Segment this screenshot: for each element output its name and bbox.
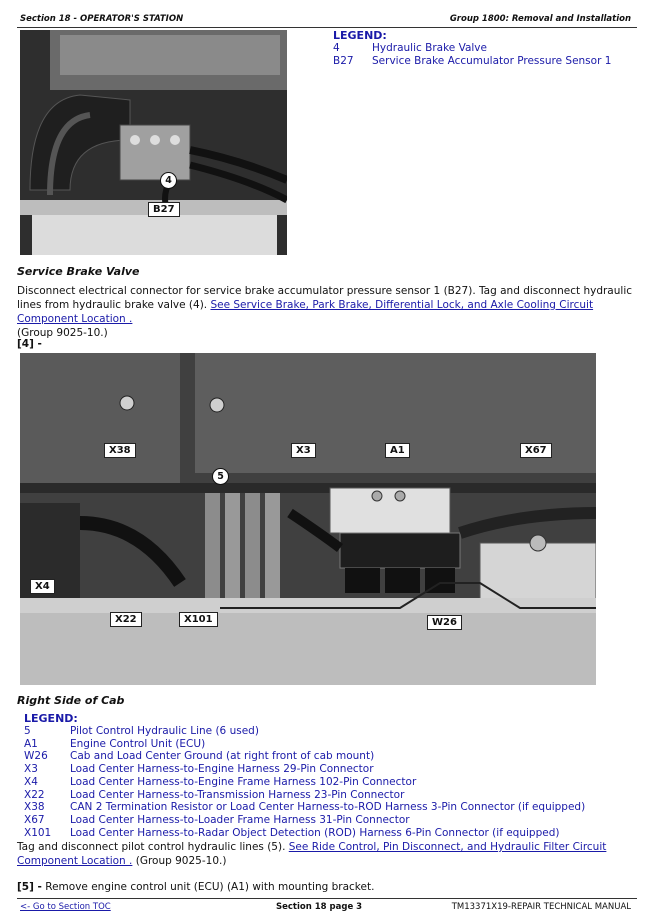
legend2-list: 5 Pilot Control Hydraulic Line (6 used) A1 Engine Control Unit (ECU) W26 Cab and Load Center Ground (at right front of cab mount) X3 Load Center Harness-to-Engine Harness 29-Pin Connector X4 Load Center Harness-to-Engine Frame Harness 102-Pin Connector X22 Load Center Harness-to-Transmission Harness 23-Pin Connector X38 CAN 2 Termination Resistor or Load Center Harness-to-ROD Harness 3-Pin Connector (if equipped) X67 Load Center Harness-to-Loader Frame Harness 31-Pin Connector X101 Load Center Harness-to-Radar Object Detection (ROD) Harness 6-Pin Connector (if equipped) [24,725,586,839]
callout-x67: X67 [520,443,552,458]
figure-right-side-of-cab-photo [20,353,596,685]
callout-x38: X38 [104,443,136,458]
callout-x22: X22 [110,612,142,627]
header-section-title: Section 18 - OPERATOR'S STATION [20,14,184,24]
step-5-instruction: [5] - Remove engine control unit (ECU) (A1) with mounting bracket. [17,881,375,893]
figure-brake-valve-photo [20,30,287,255]
footer-page-number: Section 18 page 3 [276,902,363,912]
footer-divider [17,898,637,899]
legend2-title: LEGEND: [24,712,78,725]
service-brake-instructions: Disconnect electrical connector for service brake accumulator pressure sensor 1 (B27). Tag and disconnect hydraulic lines from hydraulic brake valve (4). See Service Brake, Park Brake, Differential Lock, and Axle Cooling Circuit Component Location . (Group 9025-10.) [17,285,633,339]
ride-control-component-location-link[interactable]: See Ride Control, Pin Disconnect, and Hydraulic Filter Circuit Component Location . [17,841,607,867]
callout-5: 5 [212,468,229,485]
callout-x3: X3 [291,443,316,458]
section-title-right-side-of-cab: Right Side of Cab [17,694,125,707]
service-brake-component-location-link[interactable]: See Service Brake, Park Brake, Differential Lock, and Axle Cooling Circuit Component Location . [17,299,594,325]
step-4-label: [4] - [17,338,42,350]
header-divider [17,27,637,28]
callout-w26: W26 [427,615,462,630]
callout-b27: B27 [148,202,180,217]
right-side-cab-illustration [20,353,596,685]
callout-a1: A1 [385,443,410,458]
section-title-service-brake-valve: Service Brake Valve [17,265,140,278]
footer-manual-title: TM13371X19-REPAIR TECHNICAL MANUAL [451,902,631,912]
callout-4: 4 [160,172,177,189]
callout-x4: X4 [30,579,55,594]
callout-x101: X101 [179,612,218,627]
go-to-section-toc-link[interactable]: <- Go to Section TOC [20,902,111,912]
pilot-line-instructions: Tag and disconnect pilot control hydraulic lines (5). See Ride Control, Pin Disconnect, and Hydraulic Filter Circuit Component Location . (Group 9025-10.) [17,841,607,867]
brake-valve-illustration [20,30,287,255]
legend1-title: LEGEND: [333,29,387,42]
header-group-title: Group 1800: Removal and Installation [449,14,631,24]
